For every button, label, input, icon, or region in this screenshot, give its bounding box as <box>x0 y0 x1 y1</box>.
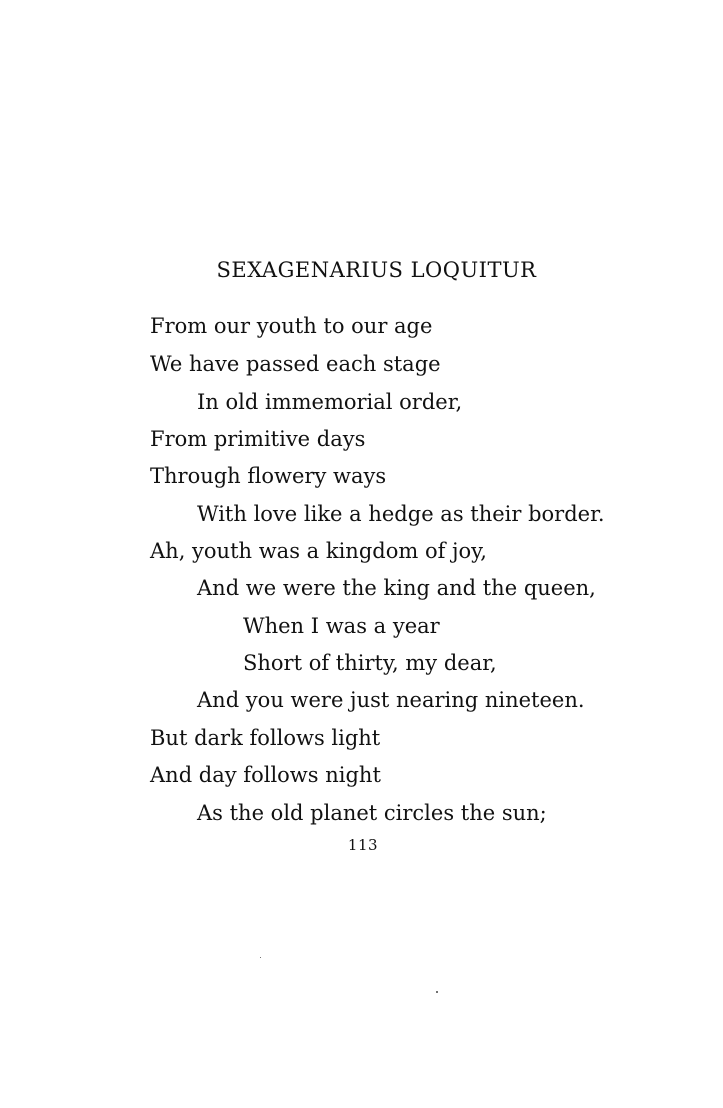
poem-line: We have passed each stage <box>150 352 441 376</box>
poem-line: From primitive days <box>150 427 366 451</box>
poem-line: Ah, youth was a kingdom of joy, <box>150 539 487 563</box>
poem-line: With love like a hedge as their border. <box>197 502 605 526</box>
page-number: 113 <box>347 836 379 854</box>
poem-line: From our youth to our age <box>150 314 433 338</box>
poem-line: Through flowery ways <box>150 464 387 488</box>
poem-line: In old immemorial order, <box>197 390 463 414</box>
scan-speck <box>260 957 261 958</box>
poem-line: And day follows night <box>150 763 381 787</box>
scan-speck <box>436 991 438 993</box>
poem-line: Short of thirty, my dear, <box>243 651 497 675</box>
poem-line: As the old planet circles the sun; <box>197 801 547 825</box>
poem-line: And we were the king and the queen, <box>197 576 596 600</box>
poem-title: SEXAGENARIUS LOQUITUR <box>216 258 537 282</box>
poem-line: But dark follows light <box>150 726 381 750</box>
poem-line: And you were just nearing nineteen. <box>197 688 585 712</box>
poem-line: When I was a year <box>243 614 440 638</box>
